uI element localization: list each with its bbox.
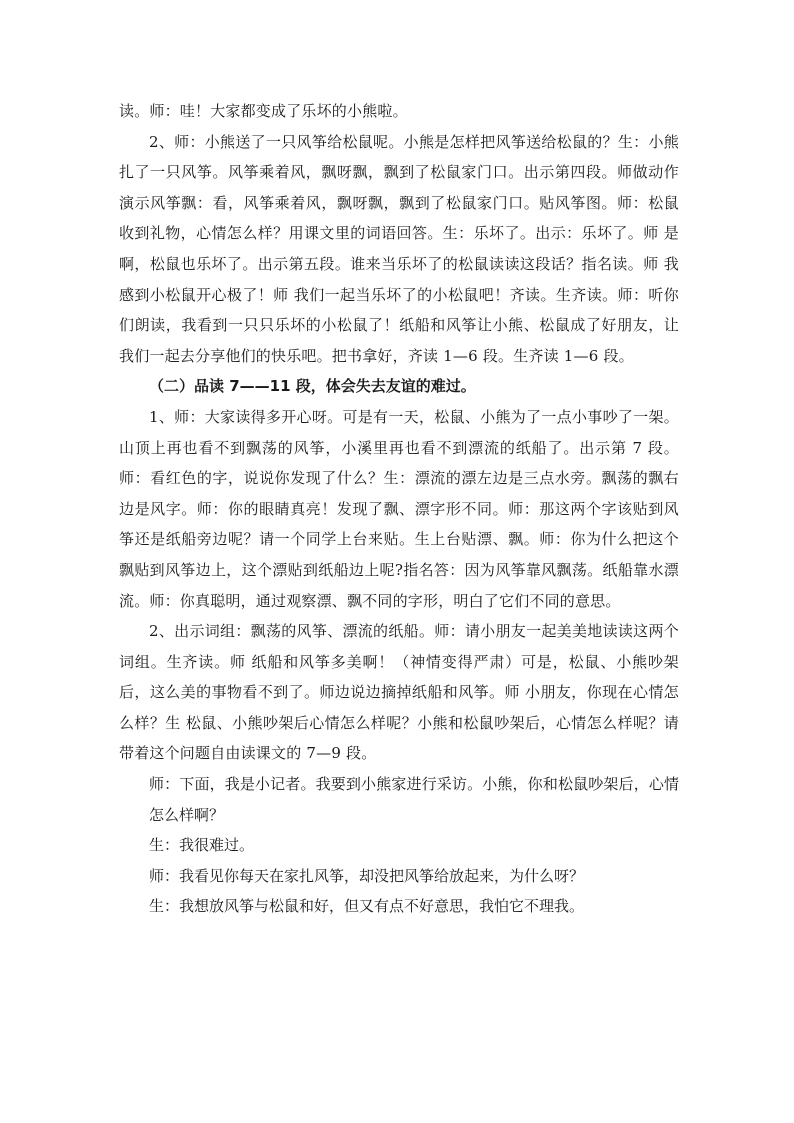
dialog-line-student-1: 生：我很难过。 [149, 836, 255, 855]
dialog-line-teacher-2: 师：我看见你每天在家扎风筝，却没把风筝给放起来，为什么呀？ [149, 866, 585, 885]
paragraph-quarrel: 1、师：大家读得多开心呀。可是有一天，松鼠、小熊为了一点小事吵了一架。山顶上再也看不到飘荡的风筝，小溪里再也看不到漂流的纸船了。出示第 7 段。师：看红色的字，说说你发现了什么？生：漂流的漂左边是三点水旁。飘荡的飘右边是风字。师：你的眼睛真亮！发现了飘、漂字形不同。师：那这两个字该贴到风筝还是纸船旁边呢？请一个同学上台来贴。生上台贴漂、飘。师：你为什么把这个飘贴到风筝边上，这个漂贴到纸船边上呢?指名答：因为风筝靠风飘荡。纸船靠水漂流。师：你真聪明，通过观察漂、飘不同的字形，明白了它们不同的意思。 [119, 407, 679, 610]
section-heading: （二）品读 7——11 段，体会失去友谊的难过。 [149, 377, 476, 396]
paragraph-continuation: 读。师：哇！大家都变成了乐坏的小熊啦。 [119, 102, 408, 120]
document-body [119, 96, 679, 922]
dialog-line-teacher-1: 师：下面，我是小记者。我要到小熊家进行采访。小熊，你和松鼠吵架后，心情怎么样啊？ [149, 775, 679, 824]
dialog-line-student-2: 生：我想放风筝与松鼠和好，但又有点不好意思，我怕它不理我。 [149, 897, 585, 916]
paragraph-phrases: 2、出示词组：飘荡的风筝、漂流的纸船。师：请小朋友一起美美地读读这两个词组。生齐读。师 纸船和风筝多美啊！（神情变得严肃）可是，松鼠、小熊吵架后，这么美的事物看不到了。师边说边摘掉纸船和风筝。师 小朋友，你现在心情怎么样？生 松鼠、小熊吵架后心情怎么样呢？小熊和松鼠吵架后，心情怎么样呢？请带着这个问题自由读课文的 7—9 段。 [119, 622, 679, 763]
paragraph-kite-gift: 2、师：小熊送了一只风筝给松鼠呢。小熊是怎样把风筝送给松鼠的？生：小熊扎了一只风筝。风筝乘着风，飘呀飘，飘到了松鼠家门口。出示第四段。师做动作演示风筝飘：看，风筝乘着风，飘呀飘，飘到了松鼠家门口。贴风筝图。师：松鼠收到礼物，心情怎么样？用课文里的词语回答。生：乐坏了。出示：乐坏了。师 是啊，松鼠也乐坏了。出示第五段。谁来当乐坏了的松鼠读读这段话？指名读。师 我感到小松鼠开心极了！师 我们一起当乐坏了的小松鼠吧！齐读。生齐读。师：听你们朗读，我看到一只只乐坏的小松鼠了！纸船和风筝让小熊、松鼠成了好朋友，让我们一起去分享他们的快乐吧。把书拿好，齐读 1—6 段。生齐读 1—6 段。 [119, 132, 679, 365]
